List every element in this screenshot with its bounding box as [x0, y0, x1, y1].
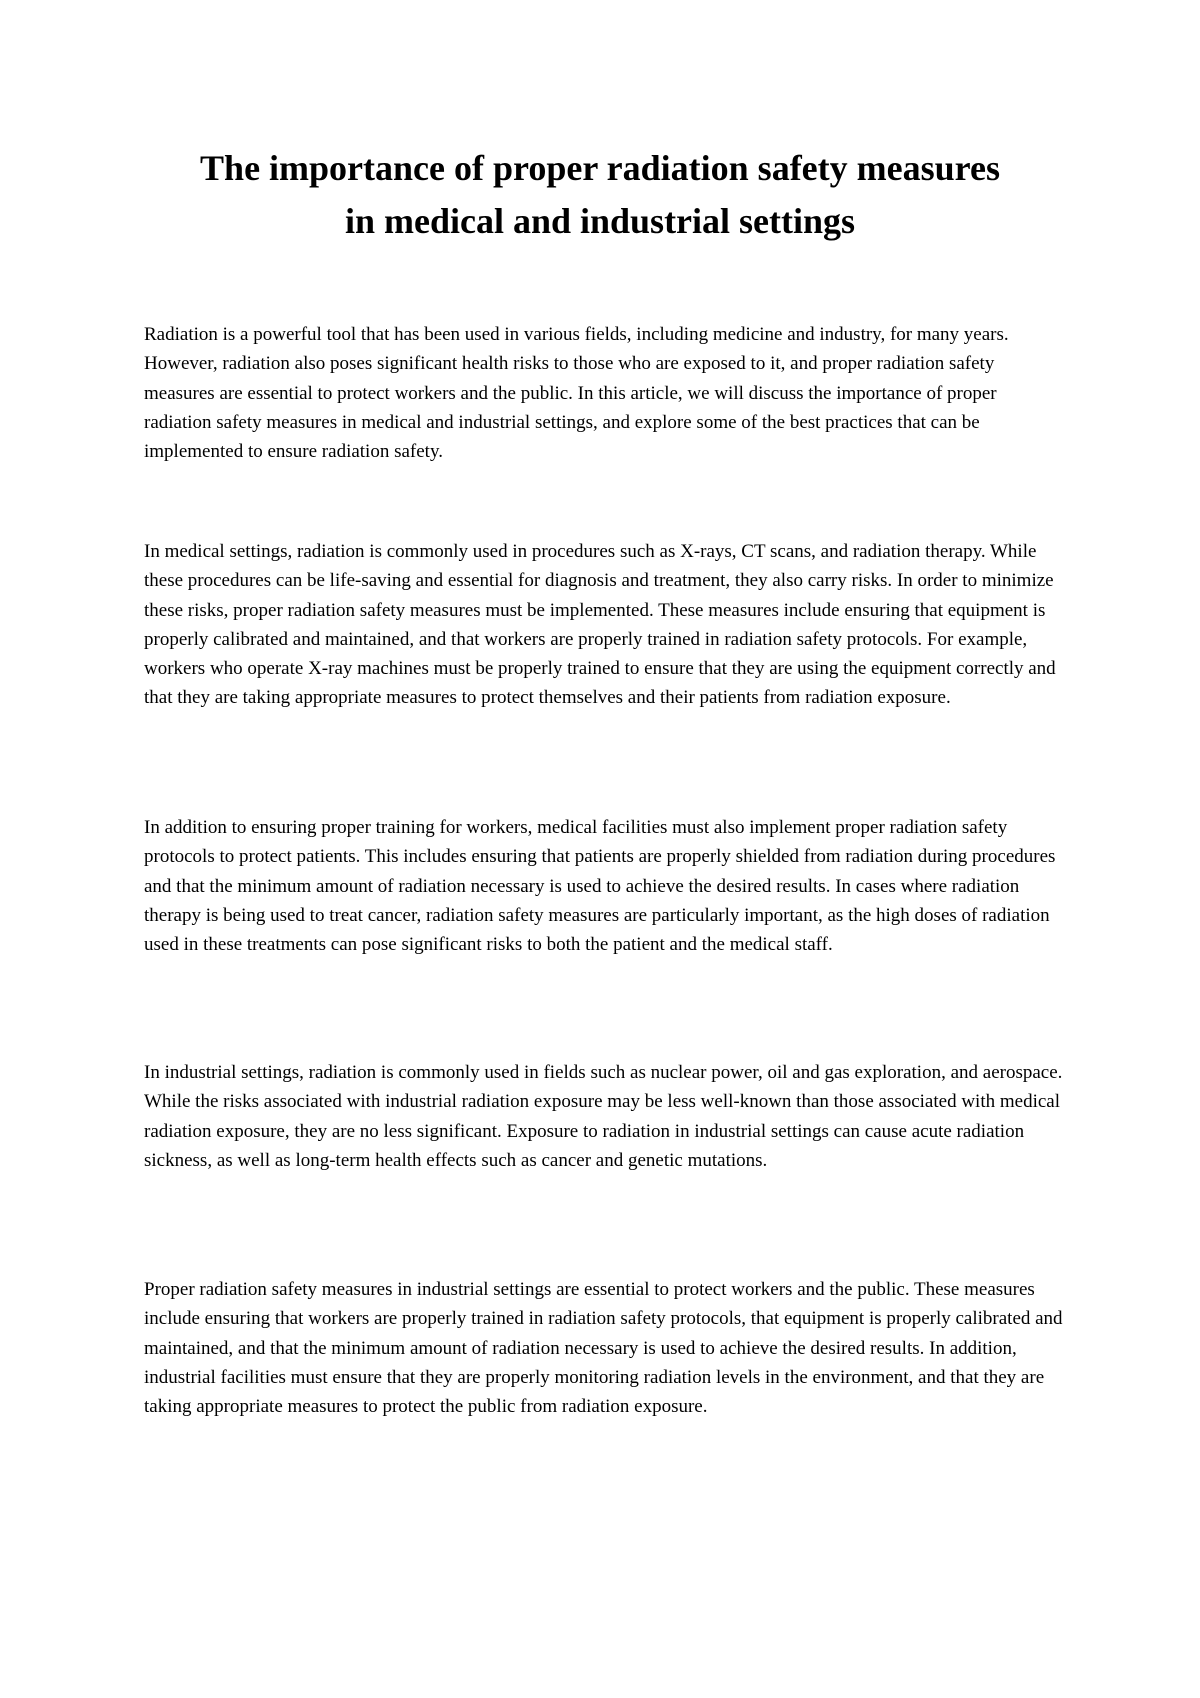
paragraph-industrial-settings: In industrial settings, radiation is commonly used in fields such as nuclear power, oil and gas exploration, and aerospace. While the risks associated with industrial radiation exposure may be less well-known than those associated with medical radiation exposure, they are no less significant. Exposure to radiation in industrial settings can cause acute radiation sickness, as well as long-term health effects such as cancer and genetic mutations.	[144, 1062, 1063, 1171]
title-line-2: in medical and industrial settings	[344, 201, 856, 241]
paragraph-medical-settings: In medical settings, radiation is commonly used in procedures such as X-rays, CT scans, and radiation therapy. While these procedures can be life-saving and essential for diagnosis and treatment, they also carry risks. In order to minimize these risks, proper radiation safety measures must be implemented. These measures include ensuring that equipment is properly calibrated and maintained, and that workers are properly trained in radiation safety protocols. For example, workers who operate X-ray machines must be properly trained to ensure that they are using the equipment correctly and that they are taking appropriate measures to protect themselves and their patients from radiation exposure.	[144, 541, 1056, 709]
paragraph-patient-protection: In addition to ensuring proper training for workers, medical facilities must also implement proper radiation safety protocols to protect patients. This includes ensuring that patients are properly shielded from radiation during procedures and that the minimum amount of radiation necessary is used to achieve the desired results. In cases where radiation therapy is being used to treat cancer, radiation safety measures are particularly important, as the high doses of radiation used in these treatments can pose significant risks to both the patient and the medical staff.	[144, 817, 1056, 956]
document-title	[130, 142, 1070, 248]
paragraph-introduction: Radiation is a powerful tool that has been used in various fields, including medicine and industry, for many years. However, radiation also poses significant health risks to those who are exposed to it, and proper radiation safety measures are essential to protect workers and the public. In this article, we will discuss the importance of proper radiation safety measures in medical and industrial settings, and explore some of the best practices that can be implemented to ensure radiation safety.	[144, 324, 1009, 463]
title-line-1: The importance of proper radiation safety measures	[200, 148, 1000, 188]
paragraph-industrial-measures: Proper radiation safety measures in industrial settings are essential to protect workers and the public. These measures include ensuring that workers are properly trained in radiation safety protocols, that equipment is properly calibrated and maintained, and that the minimum amount of radiation necessary is used to achieve the desired results. In addition, industrial facilities must ensure that they are properly monitoring radiation levels in the environment, and that they are taking appropriate measures to protect the public from radiation exposure.	[144, 1279, 1063, 1418]
